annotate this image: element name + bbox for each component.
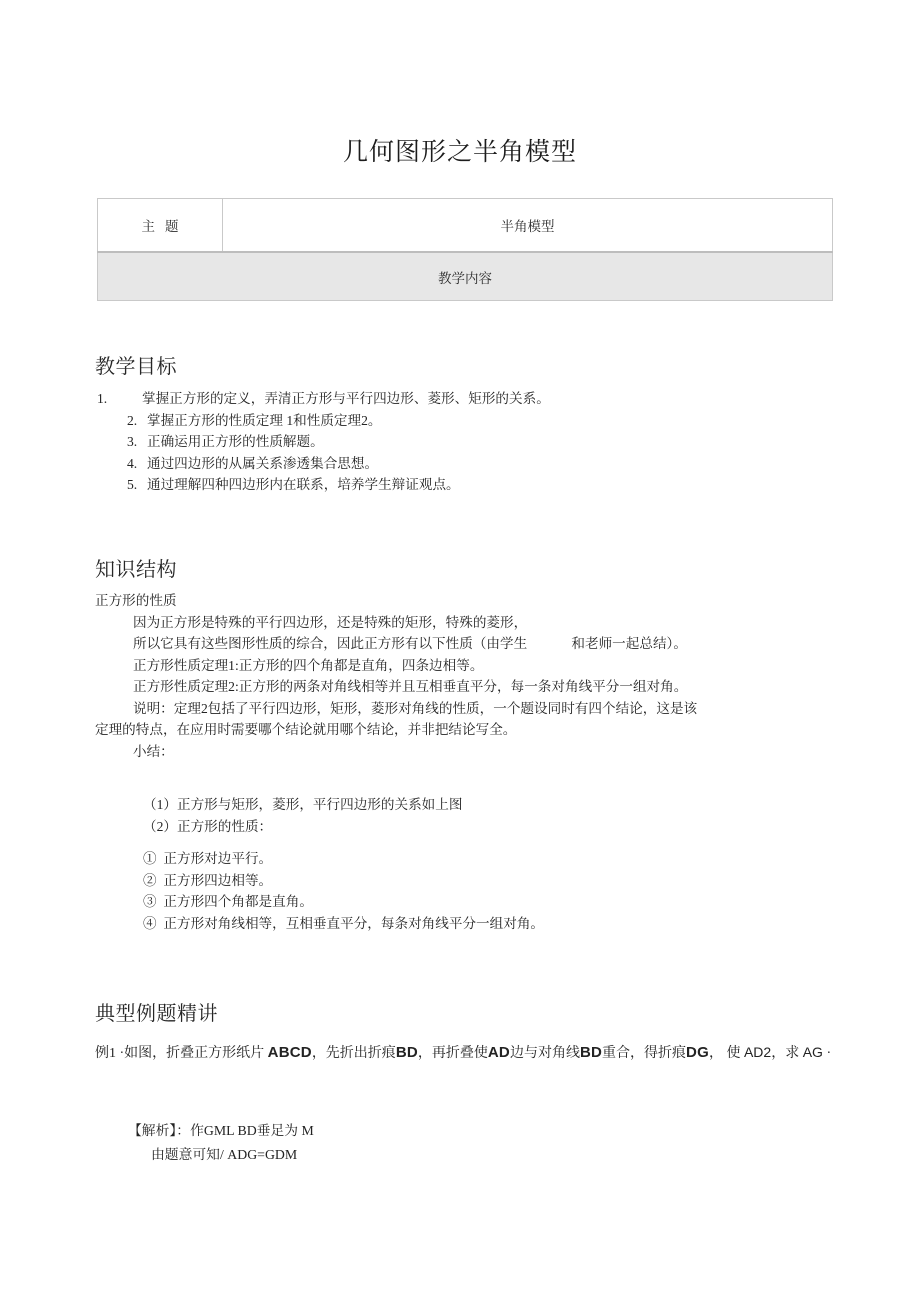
section-heading-examples: 典型例题精讲 xyxy=(95,1003,218,1025)
problem-mid-4: 重合，得折痕 xyxy=(602,1046,687,1061)
objectives-list xyxy=(97,388,857,496)
list-item-label: 通过四边形的从属关系渗透集合思想。 xyxy=(147,455,379,471)
list-item xyxy=(97,410,857,432)
list-item: （2）正方形的性质： xyxy=(143,818,273,834)
list-item-number: 5. xyxy=(127,477,138,492)
list-item-number: 4. xyxy=(127,455,138,471)
problem-mid-2: ，再折叠使 xyxy=(417,1046,488,1061)
label-abcd: ABCD xyxy=(267,1044,312,1061)
structure-body xyxy=(95,590,885,762)
example-analysis xyxy=(95,1119,875,1167)
list-item-number: 2. xyxy=(127,412,138,428)
problem-mid-5: ， 使 xyxy=(708,1046,744,1061)
structure-line-wrap: 定理的特点，在应用时需要哪个结论就用哪个结论，并非把结论写全。 xyxy=(95,722,517,737)
problem-prefix: 例1 ·如图，折叠正方形纸片 xyxy=(95,1046,268,1061)
problem-end: · xyxy=(822,1046,832,1061)
subject-value-cell: 半角模型 xyxy=(223,199,833,253)
example-problem-text xyxy=(95,1040,875,1066)
label-bd-2: BD xyxy=(579,1044,603,1061)
list-item: ④ 正方形对角线相等，互相垂直平分，每条对角线平分一组对角。 xyxy=(143,915,545,931)
list-item: ① 正方形对边平行。 xyxy=(143,851,273,866)
list-item xyxy=(97,431,857,453)
example-problem xyxy=(95,1040,875,1066)
list-item: （1）正方形与矩形，菱形，平行四边形的关系如上图 xyxy=(143,797,463,812)
table-row xyxy=(98,252,833,301)
table-row xyxy=(98,199,833,253)
section-heading-structure: 知识结构 xyxy=(95,559,177,581)
analysis-text-1: 作GML BD垂足为 M xyxy=(190,1123,314,1138)
analysis-line-2: 由题意可知/ ADG=GDM xyxy=(151,1147,298,1162)
content-header-cell: 教学内容 xyxy=(98,252,833,301)
analysis-label: 【解析】： xyxy=(128,1123,191,1138)
analysis-line-1 xyxy=(95,1119,875,1143)
list-item-label: 掌握正方形的性质定理 1和性质定理2。 xyxy=(147,412,382,428)
list-item-label: 通过理解四种四边形内在联系，培养学生辩证观点。 xyxy=(147,477,460,492)
structure-line: 因为正方形是特殊的平行四边形，还是特殊的矩形，特殊的菱形， xyxy=(133,614,528,630)
subject-info-table xyxy=(97,198,833,301)
structure-line: 所以它具有这些图形性质的综合，因此正方形有以下性质（由学生 和老师一起总结）。 xyxy=(133,636,687,651)
problem-mid-1: ，先折出折痕 xyxy=(311,1046,396,1061)
structure-line: 正方形性质定理2:正方形的两条对角线相等并且互相垂直平分，每一条对角线平分一组对角。 xyxy=(133,679,688,694)
label-ag: AG xyxy=(802,1044,823,1060)
list-item: ② 正方形四边相等。 xyxy=(143,872,273,888)
problem-tail: ，求 xyxy=(771,1046,803,1061)
structure-line: 说明：定理2包括了平行四边形，矩形，菱形对角线的性质，一个题设同时有四个结论，这是该 xyxy=(133,700,698,716)
subject-label-cell: 主题 xyxy=(98,199,223,253)
list-item xyxy=(97,388,857,410)
structure-line: 正方形性质定理1:正方形的四个角都是直角，四条边相等。 xyxy=(133,657,484,673)
problem-value: 2 xyxy=(763,1044,772,1060)
label-bd-1: BD xyxy=(395,1044,418,1061)
label-ad-1: AD xyxy=(487,1044,510,1061)
page-title: 几何图形之半角模型 xyxy=(342,139,577,166)
problem-mid-3: 边与对角线 xyxy=(509,1046,580,1061)
list-item-number: 1. xyxy=(97,391,108,406)
list-item: ③ 正方形四个角都是直角。 xyxy=(143,894,313,909)
list-item-label: 正确运用正方形的性质解题。 xyxy=(147,434,324,449)
list-item xyxy=(97,453,857,475)
structure-lead: 正方形的性质 xyxy=(95,593,177,608)
label-dg: DG xyxy=(686,1044,709,1061)
structure-summary-label: 小结： xyxy=(133,743,174,759)
list-item xyxy=(97,474,857,496)
list-item-number: 3. xyxy=(127,434,138,449)
summary-list xyxy=(95,783,885,934)
label-ad-2: AD xyxy=(743,1044,764,1060)
section-heading-objectives: 教学目标 xyxy=(95,356,177,378)
list-item-label: 掌握正方形的定义，弄清正方形与平行四边形、菱形、矩形的关系。 xyxy=(142,391,550,406)
